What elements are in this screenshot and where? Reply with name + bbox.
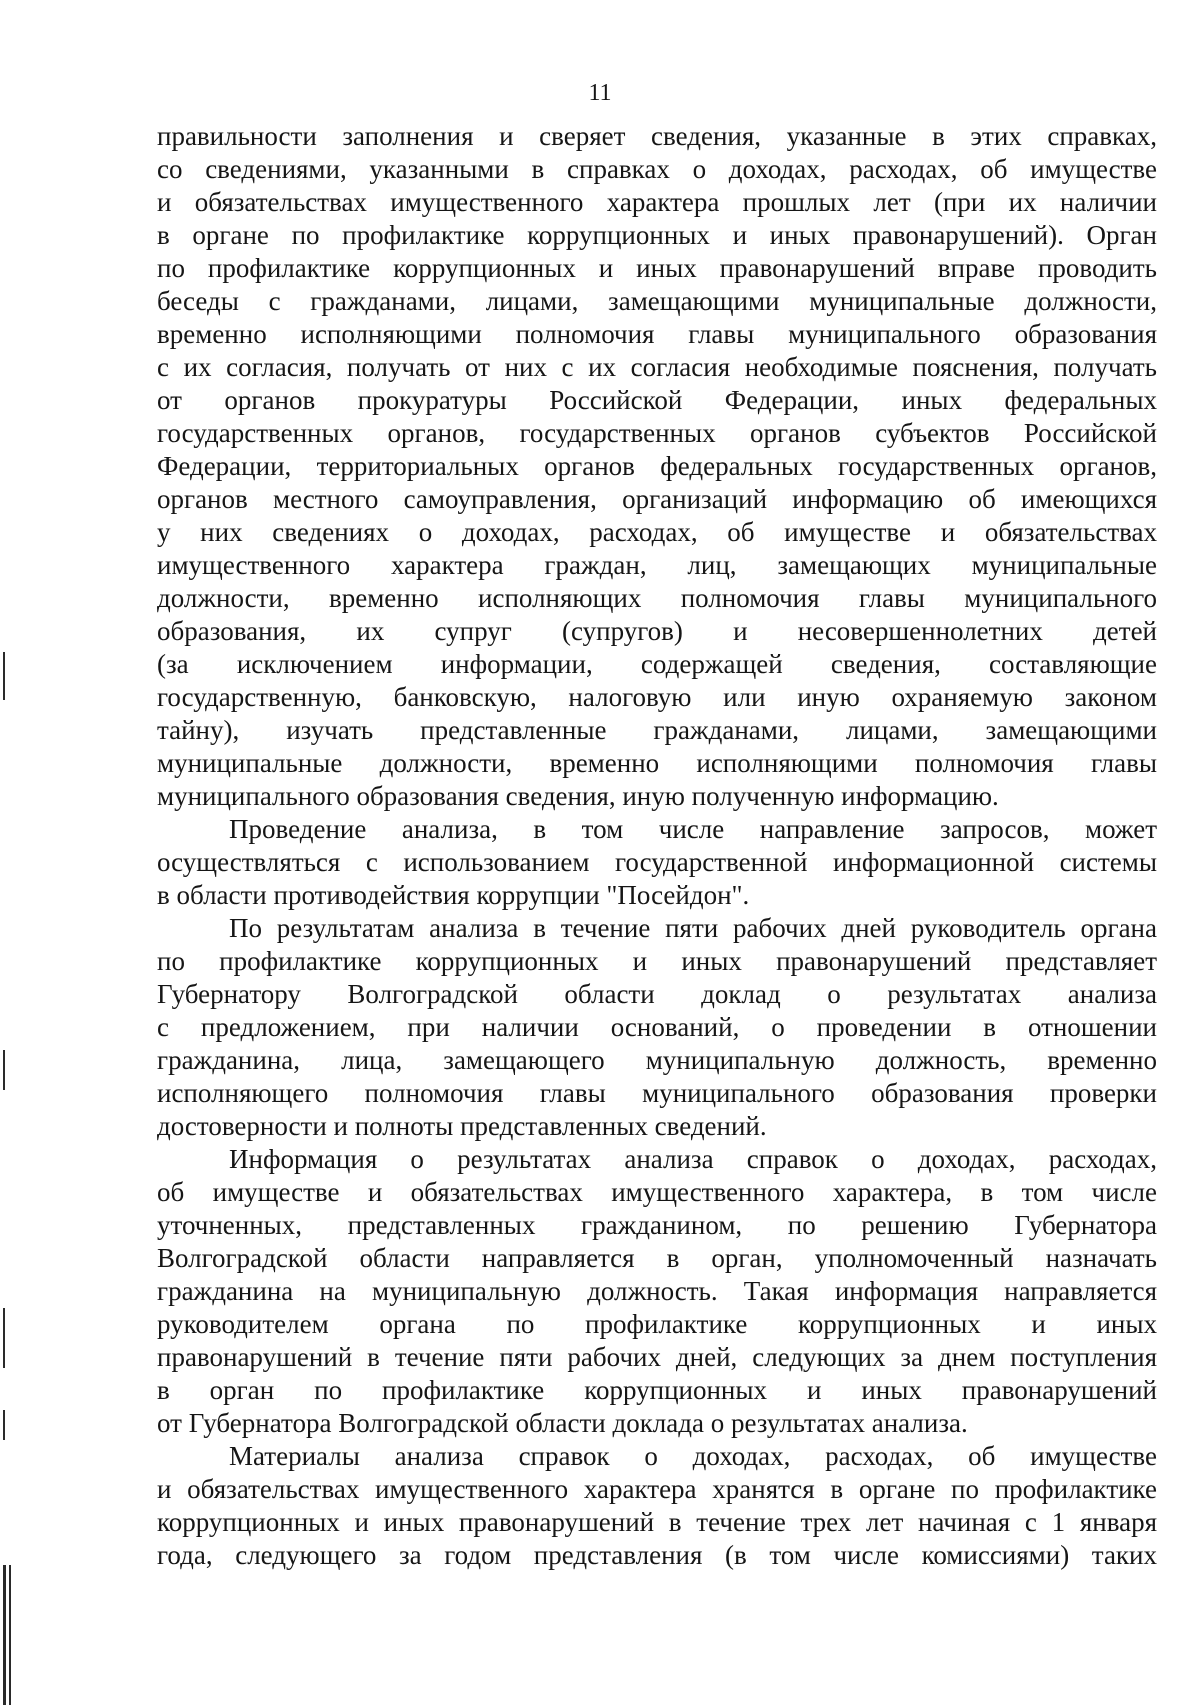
text-line: Материалы анализа справок о доходах, расходах, об имуществе [229,1441,1157,1471]
text-line: гражданина, лица, замещающего муниципальную должность, временно [157,1045,1157,1075]
document-body [157,120,1157,1572]
text-line: с их согласия, получать от них с их согласия необходимые пояснения, получать [157,352,1157,382]
text-line: коррупционных и иных правонарушений в течение трех лет начиная с 1 января [157,1507,1157,1537]
text-line: муниципальные должности, временно исполняющими полномочия главы [157,748,1157,778]
text-line: гражданина на муниципальную должность. Такая информация направляется [157,1276,1157,1306]
text-line: об имуществе и обязательствах имущественного характера, в том числе [157,1177,1157,1207]
text-line: По результатам анализа в течение пяти рабочих дней руководитель органа [229,913,1157,943]
scan-edge-mark [9,1565,11,1705]
text-line: и обязательствах имущественного характера хранятся в органе по профилактике [157,1474,1157,1504]
text-line: беседы с гражданами, лицами, замещающими муниципальные должности, [157,286,1157,316]
scan-edge-mark [3,652,5,700]
text-line: осуществляться с использованием государственной информационной системы [157,847,1157,877]
text-line: Федерации, территориальных органов федеральных государственных органов, [157,451,1157,481]
text-line: у них сведениях о доходах, расходах, об имуществе и обязательствах [157,517,1157,547]
text-line: государственных органов, государственных органов субъектов Российской [157,418,1157,448]
text-line: по профилактике коррупционных и иных правонарушений вправе проводить [157,253,1157,283]
text-line: и обязательствах имущественного характера прошлых лет (при их наличии [157,187,1157,217]
page-number: 11 [588,80,612,106]
scan-edge-mark [3,1565,6,1705]
text-line: от Губернатора Волгоградской области доклада о результатах анализа. [157,1408,968,1438]
text-line: уточненных, представленных гражданином, по решению Губернатора [157,1210,1157,1240]
text-line: (за исключением информации, содержащей сведения, составляющие [157,649,1157,679]
text-line: исполняющего полномочия главы муниципального образования проверки [157,1078,1157,1108]
text-line: в орган по профилактике коррупционных и иных правонарушений [157,1375,1157,1405]
text-line: от органов прокуратуры Российской Федерации, иных федеральных [157,385,1157,415]
text-line: со сведениями, указанными в справках о доходах, расходах, об имуществе [157,154,1157,184]
text-line: с предложением, при наличии оснований, о проведении в отношении [157,1012,1157,1042]
text-line: в области противодействия коррупции "Посейдон". [157,880,750,910]
text-line: года, следующего за годом представления (в том числе комиссиями) таких [157,1540,1157,1570]
text-line: Губернатору Волгоградской области доклад о результатах анализа [157,979,1157,1009]
text-line: тайну), изучать представленные гражданами, лицами, замещающими [157,715,1157,745]
text-line: правонарушений в течение пяти рабочих дней, следующих за днем поступления [157,1342,1157,1372]
text-line: Волгоградской области направляется в орган, уполномоченный назначать [157,1243,1157,1273]
text-line: Информация о результатах анализа справок о доходах, расходах, [229,1144,1157,1174]
text-line: достоверности и полноты представленных сведений. [157,1111,767,1141]
text-line: органов местного самоуправления, организаций информацию об имеющихся [157,484,1157,514]
text-line: имущественного характера граждан, лиц, замещающих муниципальные [157,550,1157,580]
text-line: должности, временно исполняющих полномочия главы муниципального [157,583,1157,613]
text-line: Проведение анализа, в том числе направление запросов, может [229,814,1157,844]
text-line: правильности заполнения и сверяет сведения, указанные в этих справках, [157,121,1157,151]
text-line: по профилактике коррупционных и иных правонарушений представляет [157,946,1157,976]
text-line: муниципального образования сведения, иную полученную информацию. [157,781,999,811]
scan-edge-mark [3,1308,5,1368]
scan-edge-mark [3,1410,5,1440]
text-line: в органе по профилактике коррупционных и иных правонарушений). Орган [157,220,1157,250]
text-line: образования, их супруг (супругов) и несовершеннолетних детей [157,616,1157,646]
text-line: временно исполняющими полномочия главы муниципального образования [157,319,1157,349]
text-line: государственную, банковскую, налоговую или иную охраняемую законом [157,682,1157,712]
text-line: руководителем органа по профилактике коррупционных и иных [157,1309,1157,1339]
scan-edge-mark [3,1050,5,1090]
